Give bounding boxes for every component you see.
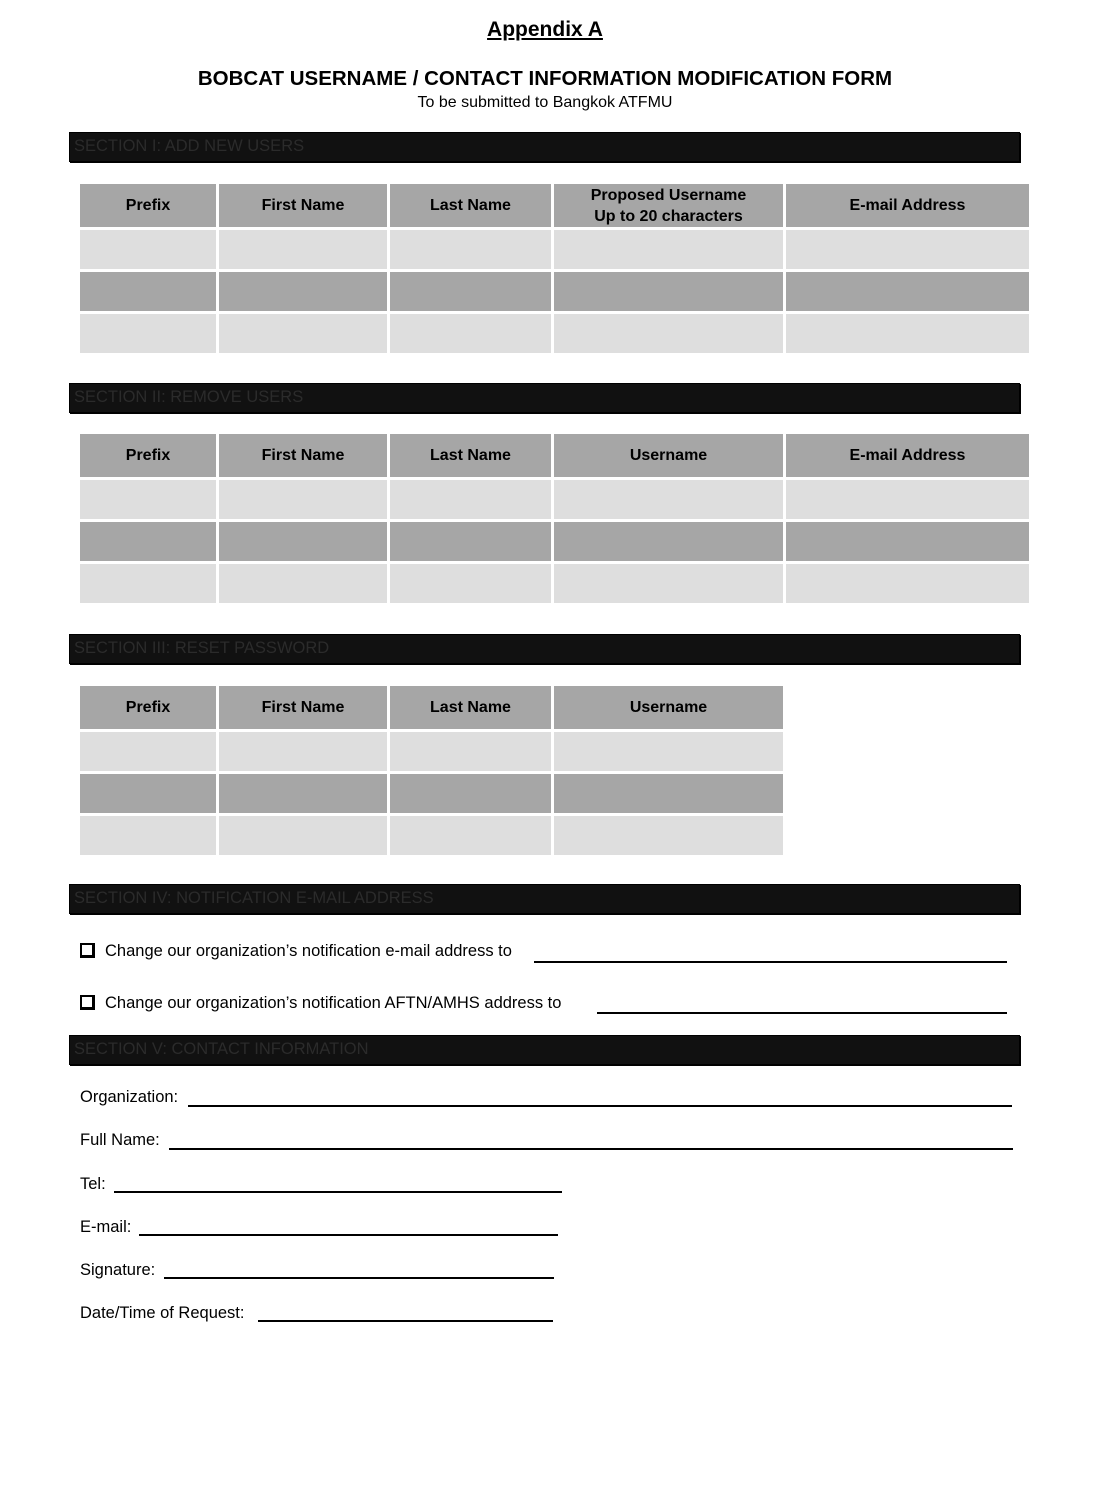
table-row bbox=[80, 564, 1029, 603]
cell-email[interactable] bbox=[786, 480, 1029, 519]
cell-last-name[interactable] bbox=[390, 522, 551, 561]
cell-first-name[interactable] bbox=[219, 480, 387, 519]
cell-prefix[interactable] bbox=[80, 314, 216, 353]
section-5-title: SECTION V: CONTACT INFORMATION bbox=[74, 1040, 369, 1058]
table-row bbox=[80, 480, 1029, 519]
cell-username[interactable] bbox=[554, 480, 783, 519]
cell-prefix[interactable] bbox=[80, 774, 216, 813]
cell-last-name[interactable] bbox=[390, 774, 551, 813]
organization-label: Organization: bbox=[80, 1088, 179, 1106]
cell-prefix[interactable] bbox=[80, 732, 216, 771]
col-proposed-username-sub: Up to 20 characters bbox=[594, 207, 743, 225]
full-name-label: Full Name: bbox=[80, 1131, 160, 1149]
col-email: E-mail Address bbox=[786, 434, 1029, 477]
table-header-row bbox=[80, 434, 1029, 477]
cell-prefix[interactable] bbox=[80, 816, 216, 855]
cell-prefix[interactable] bbox=[80, 480, 216, 519]
tel-label: Tel: bbox=[80, 1175, 106, 1193]
form-title: BOBCAT USERNAME / CONTACT INFORMATION MODIFICATION FORM bbox=[197, 67, 893, 90]
col-first-name: First Name bbox=[219, 184, 387, 227]
add-users-table bbox=[77, 181, 1032, 356]
cell-email[interactable] bbox=[786, 230, 1029, 269]
remove-users-table bbox=[77, 431, 1032, 606]
section-1-title: SECTION I: ADD NEW USERS bbox=[74, 137, 305, 155]
section-5-header bbox=[69, 1035, 1020, 1065]
notify-aftn-label: Change our organization’s notification AFTN/AMHS address to bbox=[105, 994, 562, 1012]
section-1-header bbox=[69, 132, 1020, 162]
col-proposed-username bbox=[554, 184, 783, 227]
cell-first-name[interactable] bbox=[219, 732, 387, 771]
cell-first-name[interactable] bbox=[219, 314, 387, 353]
col-last-name: Last Name bbox=[390, 434, 551, 477]
cell-username[interactable] bbox=[554, 732, 783, 771]
table-header-row bbox=[80, 184, 1029, 227]
datetime-input[interactable] bbox=[258, 1320, 553, 1322]
table-row bbox=[80, 230, 1029, 269]
cell-last-name[interactable] bbox=[390, 480, 551, 519]
cell-prefix[interactable] bbox=[80, 230, 216, 269]
table-row bbox=[80, 816, 783, 855]
table-row bbox=[80, 522, 1029, 561]
tel-input[interactable] bbox=[114, 1191, 562, 1193]
cell-email[interactable] bbox=[786, 522, 1029, 561]
cell-first-name[interactable] bbox=[219, 774, 387, 813]
cell-proposed-username[interactable] bbox=[554, 272, 783, 311]
appendix-heading: Appendix A bbox=[487, 18, 603, 41]
section-2-title: SECTION II: REMOVE USERS bbox=[74, 388, 304, 406]
cell-username[interactable] bbox=[554, 564, 783, 603]
cell-prefix[interactable] bbox=[80, 564, 216, 603]
organization-input[interactable] bbox=[188, 1105, 1012, 1107]
section-3-title: SECTION III: RESET PASSWORD bbox=[74, 639, 330, 657]
datetime-label: Date/Time of Request: bbox=[80, 1304, 245, 1322]
full-name-input[interactable] bbox=[169, 1148, 1013, 1150]
col-email: E-mail Address bbox=[786, 184, 1029, 227]
col-last-name: Last Name bbox=[390, 686, 551, 729]
col-username: Username bbox=[554, 434, 783, 477]
cell-last-name[interactable] bbox=[390, 564, 551, 603]
cell-prefix[interactable] bbox=[80, 522, 216, 561]
checkbox-icon[interactable] bbox=[80, 943, 95, 958]
cell-proposed-username[interactable] bbox=[554, 230, 783, 269]
col-prefix: Prefix bbox=[80, 686, 216, 729]
reset-password-table bbox=[77, 683, 786, 858]
email-label: E-mail: bbox=[80, 1218, 132, 1236]
notify-aftn-input[interactable] bbox=[597, 1012, 1007, 1014]
cell-last-name[interactable] bbox=[390, 816, 551, 855]
col-first-name: First Name bbox=[219, 686, 387, 729]
table-row bbox=[80, 774, 783, 813]
table-row bbox=[80, 272, 1029, 311]
col-first-name: First Name bbox=[219, 434, 387, 477]
col-username: Username bbox=[554, 686, 783, 729]
cell-prefix[interactable] bbox=[80, 272, 216, 311]
cell-username[interactable] bbox=[554, 774, 783, 813]
col-prefix: Prefix bbox=[80, 434, 216, 477]
col-last-name: Last Name bbox=[390, 184, 551, 227]
cell-username[interactable] bbox=[554, 522, 783, 561]
cell-email[interactable] bbox=[786, 314, 1029, 353]
section-3-header bbox=[69, 634, 1020, 664]
section-4-header bbox=[69, 884, 1020, 914]
cell-last-name[interactable] bbox=[390, 732, 551, 771]
table-row bbox=[80, 732, 783, 771]
col-proposed-username-label: Proposed Username bbox=[590, 186, 747, 204]
section-2-header bbox=[69, 383, 1020, 413]
cell-last-name[interactable] bbox=[390, 314, 551, 353]
section-4-title: SECTION IV: NOTIFICATION E-MAIL ADDRESS bbox=[74, 889, 434, 907]
cell-first-name[interactable] bbox=[219, 230, 387, 269]
table-row bbox=[80, 314, 1029, 353]
notify-aftn-option bbox=[80, 994, 561, 1013]
notify-email-label: Change our organization’s notification e-mail address to bbox=[105, 942, 512, 960]
col-prefix: Prefix bbox=[80, 184, 216, 227]
checkbox-icon[interactable] bbox=[80, 995, 95, 1010]
cell-last-name[interactable] bbox=[390, 230, 551, 269]
cell-first-name[interactable] bbox=[219, 272, 387, 311]
cell-proposed-username[interactable] bbox=[554, 314, 783, 353]
email-input[interactable] bbox=[139, 1234, 558, 1236]
table-header-row bbox=[80, 686, 783, 729]
cell-first-name[interactable] bbox=[219, 816, 387, 855]
cell-first-name[interactable] bbox=[219, 564, 387, 603]
signature-label: Signature: bbox=[80, 1261, 156, 1279]
signature-input[interactable] bbox=[164, 1277, 554, 1279]
cell-email[interactable] bbox=[786, 564, 1029, 603]
notify-email-option bbox=[80, 942, 512, 961]
cell-username[interactable] bbox=[554, 816, 783, 855]
cell-first-name[interactable] bbox=[219, 522, 387, 561]
cell-last-name[interactable] bbox=[390, 272, 551, 311]
notify-email-input[interactable] bbox=[534, 961, 1007, 963]
form-subtitle: To be submitted to Bangkok ATFMU bbox=[417, 94, 673, 111]
cell-email[interactable] bbox=[786, 272, 1029, 311]
